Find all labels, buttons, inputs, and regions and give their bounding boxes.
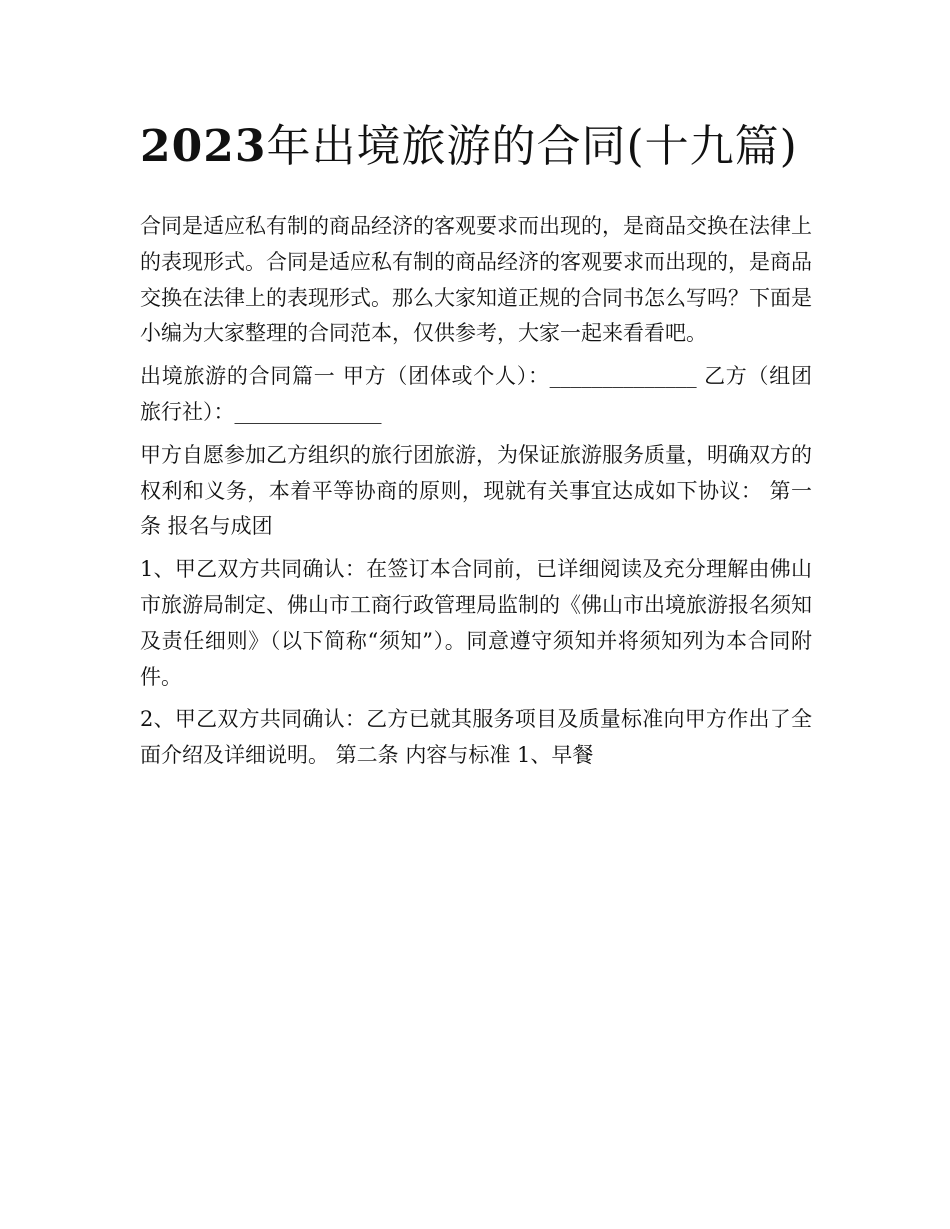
paragraph-parties: 出境旅游的合同篇一 甲方（团体或个人）：______________ 乙方（组团旅行社）：______________ xyxy=(140,364,812,424)
document-page xyxy=(140,112,812,781)
paragraph-agreement: 甲方自愿参加乙方组织的旅行团旅游，为保证旅游服务质量，明确双方的权利和义务，本着平等协商的原则，现就有关事宜达成如下协议： 第一条 报名与成团 xyxy=(140,442,812,539)
title-text: 年出境旅游的合同(十九篇) xyxy=(266,121,798,172)
paragraph-clause-1: 1、甲乙双方共同确认：在签订本合同前，已详细阅读及充分理解由佛山市旅游局制定、佛山市工商行政管理局监制的《佛山市出境旅游报名须知及责任细则》（以下简称“须知”）。同意遵守须知并将须知列为本合同附件。 xyxy=(140,557,812,689)
document-title xyxy=(140,112,812,182)
paragraph-clause-2: 2、甲乙双方共同确认：乙方已就其服务项目及质量标准向甲方作出了全面介绍及详细说明。 第二条 内容与标准 1、早餐 xyxy=(140,707,812,768)
paragraph-intro: 合同是适应私有制的商品经济的客观要求而出现的，是商品交换在法律上的表现形式。合同是适应私有制的商品经济的客观要求而出现的，是商品交换在法律上的表现形式。那么大家知道正规的合同书怎么写吗？下面是小编为大家整理的合同范本，仅供参考，大家一起来看看吧。 xyxy=(140,214,812,346)
document-body xyxy=(140,209,812,774)
title-year: 2023 xyxy=(140,121,267,172)
